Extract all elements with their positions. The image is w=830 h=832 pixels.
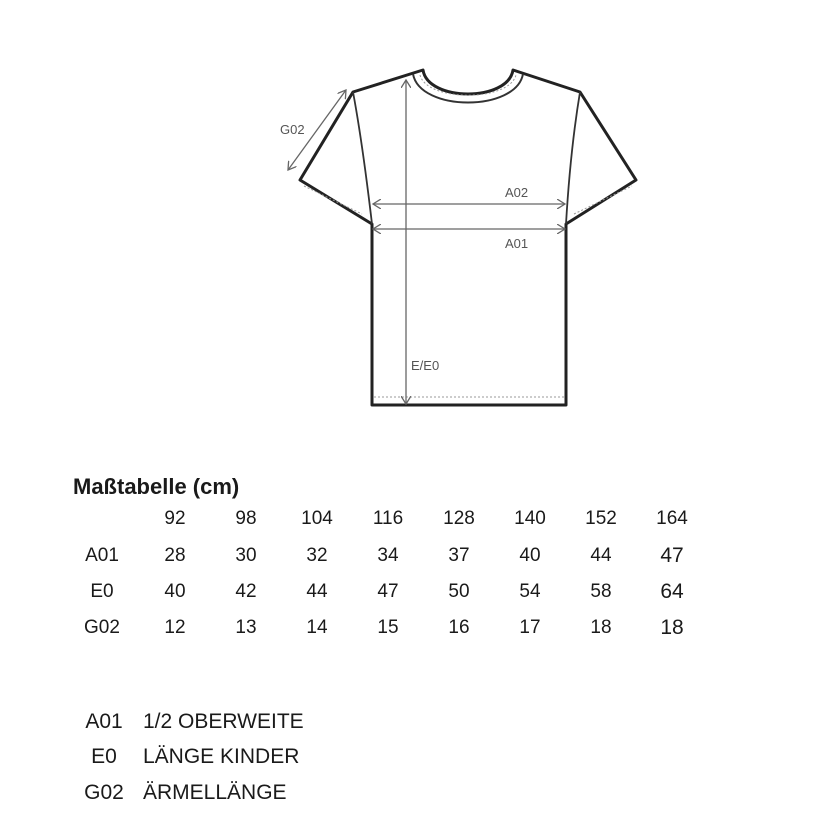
size-header: 92 — [164, 508, 186, 529]
legend-code: E0 — [91, 745, 117, 768]
legend-description: 1/2 OBERWEITE — [143, 710, 304, 733]
legend-code: G02 — [84, 781, 124, 804]
table-cell: 40 — [519, 545, 541, 566]
table-row-e0 — [0, 577, 830, 607]
table-cell: 47 — [377, 581, 399, 602]
table-row-g02 — [0, 613, 830, 643]
table-cell: 28 — [164, 545, 186, 566]
table-cell: 18 — [660, 616, 684, 639]
table-cell: 40 — [164, 581, 186, 602]
size-header: 116 — [372, 508, 404, 529]
table-cell: 13 — [235, 617, 257, 638]
size-header: 152 — [585, 508, 617, 529]
table-cell: 44 — [306, 581, 328, 602]
table-cell: 44 — [590, 545, 612, 566]
size-header: 104 — [301, 508, 333, 529]
table-cell: 17 — [519, 617, 541, 638]
legend-item — [0, 742, 830, 772]
legend-description: LÄNGE KINDER — [143, 745, 300, 768]
legend-item — [0, 707, 830, 737]
a01-label: A01 — [505, 236, 529, 251]
size-header: 98 — [235, 508, 257, 529]
table-cell: 37 — [448, 545, 470, 566]
table-cell: 15 — [377, 617, 399, 638]
row-label: E0 — [90, 581, 114, 602]
table-title: Maßtabelle (cm) — [73, 474, 240, 499]
table-cell: 58 — [590, 581, 612, 602]
row-label: A01 — [85, 545, 119, 566]
size-header: 140 — [514, 508, 546, 529]
size-header-row — [0, 504, 830, 534]
table-cell: 12 — [164, 617, 186, 638]
size-header: 128 — [443, 508, 475, 529]
table-row-a01 — [0, 541, 830, 571]
length-label: E/E0 — [411, 358, 440, 373]
size-header: 164 — [656, 508, 688, 529]
table-cell: 16 — [448, 617, 470, 638]
table-cell: 34 — [377, 545, 399, 566]
legend-item — [0, 778, 830, 808]
g02-label: G02 — [280, 122, 305, 137]
table-cell: 18 — [590, 617, 612, 638]
row-label: G02 — [84, 617, 120, 638]
table-cell: 54 — [519, 581, 541, 602]
legend-code: A01 — [85, 710, 123, 733]
table-cell: 47 — [660, 544, 684, 567]
table-cell: 32 — [306, 545, 328, 566]
legend-description: ÄRMELLÄNGE — [143, 781, 287, 804]
tshirt-outline — [300, 70, 636, 405]
table-cell: 30 — [235, 545, 257, 566]
table-cell: 50 — [448, 581, 470, 602]
a02-label: A02 — [505, 185, 529, 200]
table-cell: 14 — [306, 617, 328, 638]
table-cell: 42 — [235, 581, 257, 602]
table-cell: 64 — [660, 580, 684, 603]
